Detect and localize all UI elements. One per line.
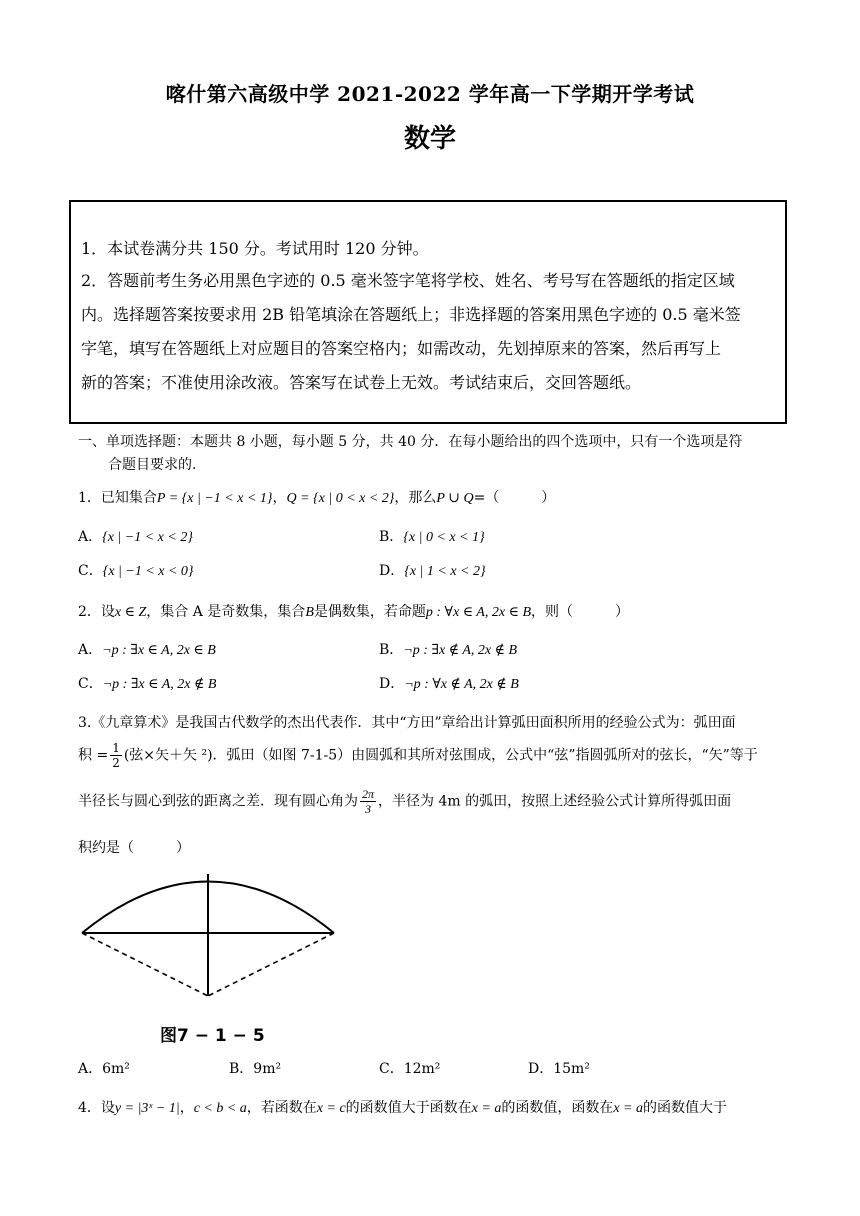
q1-option-c[interactable] — [78, 560, 194, 580]
option-text: {x | 0 < x < 1} — [403, 530, 485, 545]
fraction-numerator: 1 — [112, 741, 120, 755]
q4-text-3: 的函数值大于函数在 — [345, 1100, 472, 1116]
fraction-numerator: 2π — [362, 787, 375, 801]
q2-proposition: p : ∀x ∈ A, 2x ∈ B — [425, 605, 531, 620]
q2-option-b[interactable] — [379, 639, 517, 659]
q2-tail: ，则（ ） — [531, 604, 629, 620]
option-label: D． — [379, 563, 405, 579]
notice-line-3: 内。选择题答案按要求用 2B 铅笔填涂在答题纸上；非选择题的答案用黑色字迹的 0.5 毫米签 — [81, 305, 741, 324]
notice-box — [69, 200, 787, 424]
figure-caption: 图7 − 1 − 5 — [160, 1026, 265, 1046]
option-label: A． — [78, 529, 103, 545]
q1-sep: ， — [272, 490, 287, 506]
q2-text-1: ，集合 A 是奇数集，集合 — [146, 604, 306, 620]
q3-option-a[interactable]: A．6m² — [78, 1061, 130, 1077]
option-label: B． — [379, 642, 404, 658]
q2-set-b: B — [305, 605, 314, 620]
q2-condition: x ∈ Z — [114, 605, 147, 620]
option-text: ¬p : ∀x ∉ A, 2x ∉ B — [404, 677, 519, 692]
q1-option-a[interactable] — [78, 526, 193, 546]
section-heading-line-1: 一、单项选择题：本题共 8 小题，每小题 5 分，共 40 分．在每小题给出的四个选项中，只有一个选项是符 — [78, 434, 743, 450]
fraction-denominator: 2 — [112, 756, 120, 770]
q3-line-1: 3.《九章算术》是我国古代数学的杰出代表作．其中“方田”章给出计算弧田面积所用的经验公式为：弧田面 — [78, 715, 736, 731]
q4-text-4: 的函数值，函数在 — [501, 1100, 614, 1116]
subject-title: 数学 — [403, 124, 456, 154]
q3-option-b[interactable]: B．9m² — [229, 1061, 282, 1077]
option-text: ¬p : ∃x ∈ A, 2x ∈ B — [102, 643, 216, 658]
question-2-stem — [78, 601, 629, 621]
q4-text-5: 的函数值大于 — [643, 1100, 728, 1116]
q3-line-4: 积约是（ ） — [78, 840, 190, 856]
q3-formula-prefix: 积 = — [78, 747, 109, 764]
radius-left-dashed — [82, 933, 208, 996]
q2-option-c[interactable] — [78, 673, 216, 693]
notice-line-5: 新的答案；不准使用涂改液。答案写在试卷上无效。考试结束后，交回答题纸。 — [81, 373, 642, 392]
q1-expression: P ∪ Q — [436, 491, 474, 506]
q4-x-a-2: x = a — [613, 1101, 644, 1116]
q2-number: 2．设 — [78, 604, 115, 620]
q2-option-d[interactable] — [379, 673, 519, 693]
q1-set-q: Q = {x | 0 < x < 2} — [286, 491, 395, 506]
exam-title: 喀什第六高级中学 2021-2022 学年高一下学期开学考试 — [165, 82, 695, 106]
q4-text-1: ， — [179, 1100, 194, 1116]
question-1-stem — [78, 487, 555, 507]
option-text: {x | 1 < x < 2} — [404, 564, 486, 579]
q3-fraction-half — [110, 741, 122, 770]
option-label: B． — [379, 529, 404, 545]
notice-line-1: 1．本试卷满分共 150 分。考试用时 120 分钟。 — [81, 239, 429, 258]
notice-line-2: 2．答题前考生务必用黑色字迹的 0.5 毫米签字笔将学校、姓名、考号写在答题纸的指定区域 — [81, 271, 735, 290]
q1-set-p: P = {x | −1 < x < 1} — [156, 491, 273, 506]
q4-function: y = |3ˣ − 1| — [114, 1101, 180, 1116]
q1-option-d[interactable] — [379, 560, 486, 580]
q3-option-c[interactable]: C．12m² — [379, 1061, 441, 1077]
fraction-denominator: 3 — [365, 802, 371, 816]
option-text: {x | −1 < x < 2} — [102, 530, 193, 545]
question-4-stem — [78, 1097, 727, 1117]
q3-fraction-angle — [360, 787, 376, 816]
q1-ask: ，那么 — [394, 490, 437, 506]
q3-formula-text: (弦×矢＋矢 ²)．弧田（如图 7-1-5）由圆弧和其所对弦围成，公式中“弦”指圆弧所对的弦长，“矢”等于 — [123, 747, 758, 764]
notice-line-4: 字笔，填写在答题纸上对应题目的答案空格内；如需改动，先划掉原来的答案，然后再写上 — [81, 339, 722, 358]
q4-number: 4．设 — [78, 1100, 115, 1116]
q4-text-2: ，若函数在 — [246, 1100, 317, 1116]
q1-tail: =（ ） — [473, 490, 556, 506]
arc-field-figure — [74, 868, 344, 1004]
option-label: C． — [78, 676, 103, 692]
option-text: {x | −1 < x < 0} — [102, 564, 194, 579]
q2-text-2: 是偶数集，若命题 — [313, 604, 426, 620]
q4-x-a: x = a — [471, 1101, 502, 1116]
q3-line-3-post: ，半径为 4m 的弧田，按照上述经验公式计算所得弧田面 — [378, 793, 732, 810]
q1-option-b[interactable] — [379, 526, 485, 546]
option-text: ¬p : ∃x ∉ A, 2x ∉ B — [403, 643, 518, 658]
q3-option-d[interactable]: D．15m² — [528, 1061, 590, 1077]
q3-line-2 — [78, 741, 758, 770]
option-text: ¬p : ∃x ∈ A, 2x ∉ B — [102, 677, 217, 692]
q1-number: 1．已知集合 — [78, 490, 157, 506]
option-label: A． — [78, 642, 103, 658]
option-label: D． — [379, 676, 405, 692]
q2-option-a[interactable] — [78, 639, 216, 659]
radius-right-dashed — [208, 933, 334, 996]
q3-line-3-pre: 半径长与圆心到弦的距离之差．现有圆心角为 — [78, 793, 358, 810]
q4-x-c: x = c — [316, 1101, 346, 1116]
option-label: C． — [78, 563, 103, 579]
q3-line-3 — [78, 787, 731, 816]
section-heading-line-2: 合题目要求的. — [108, 457, 197, 473]
q4-order: c < b < a — [193, 1101, 247, 1116]
